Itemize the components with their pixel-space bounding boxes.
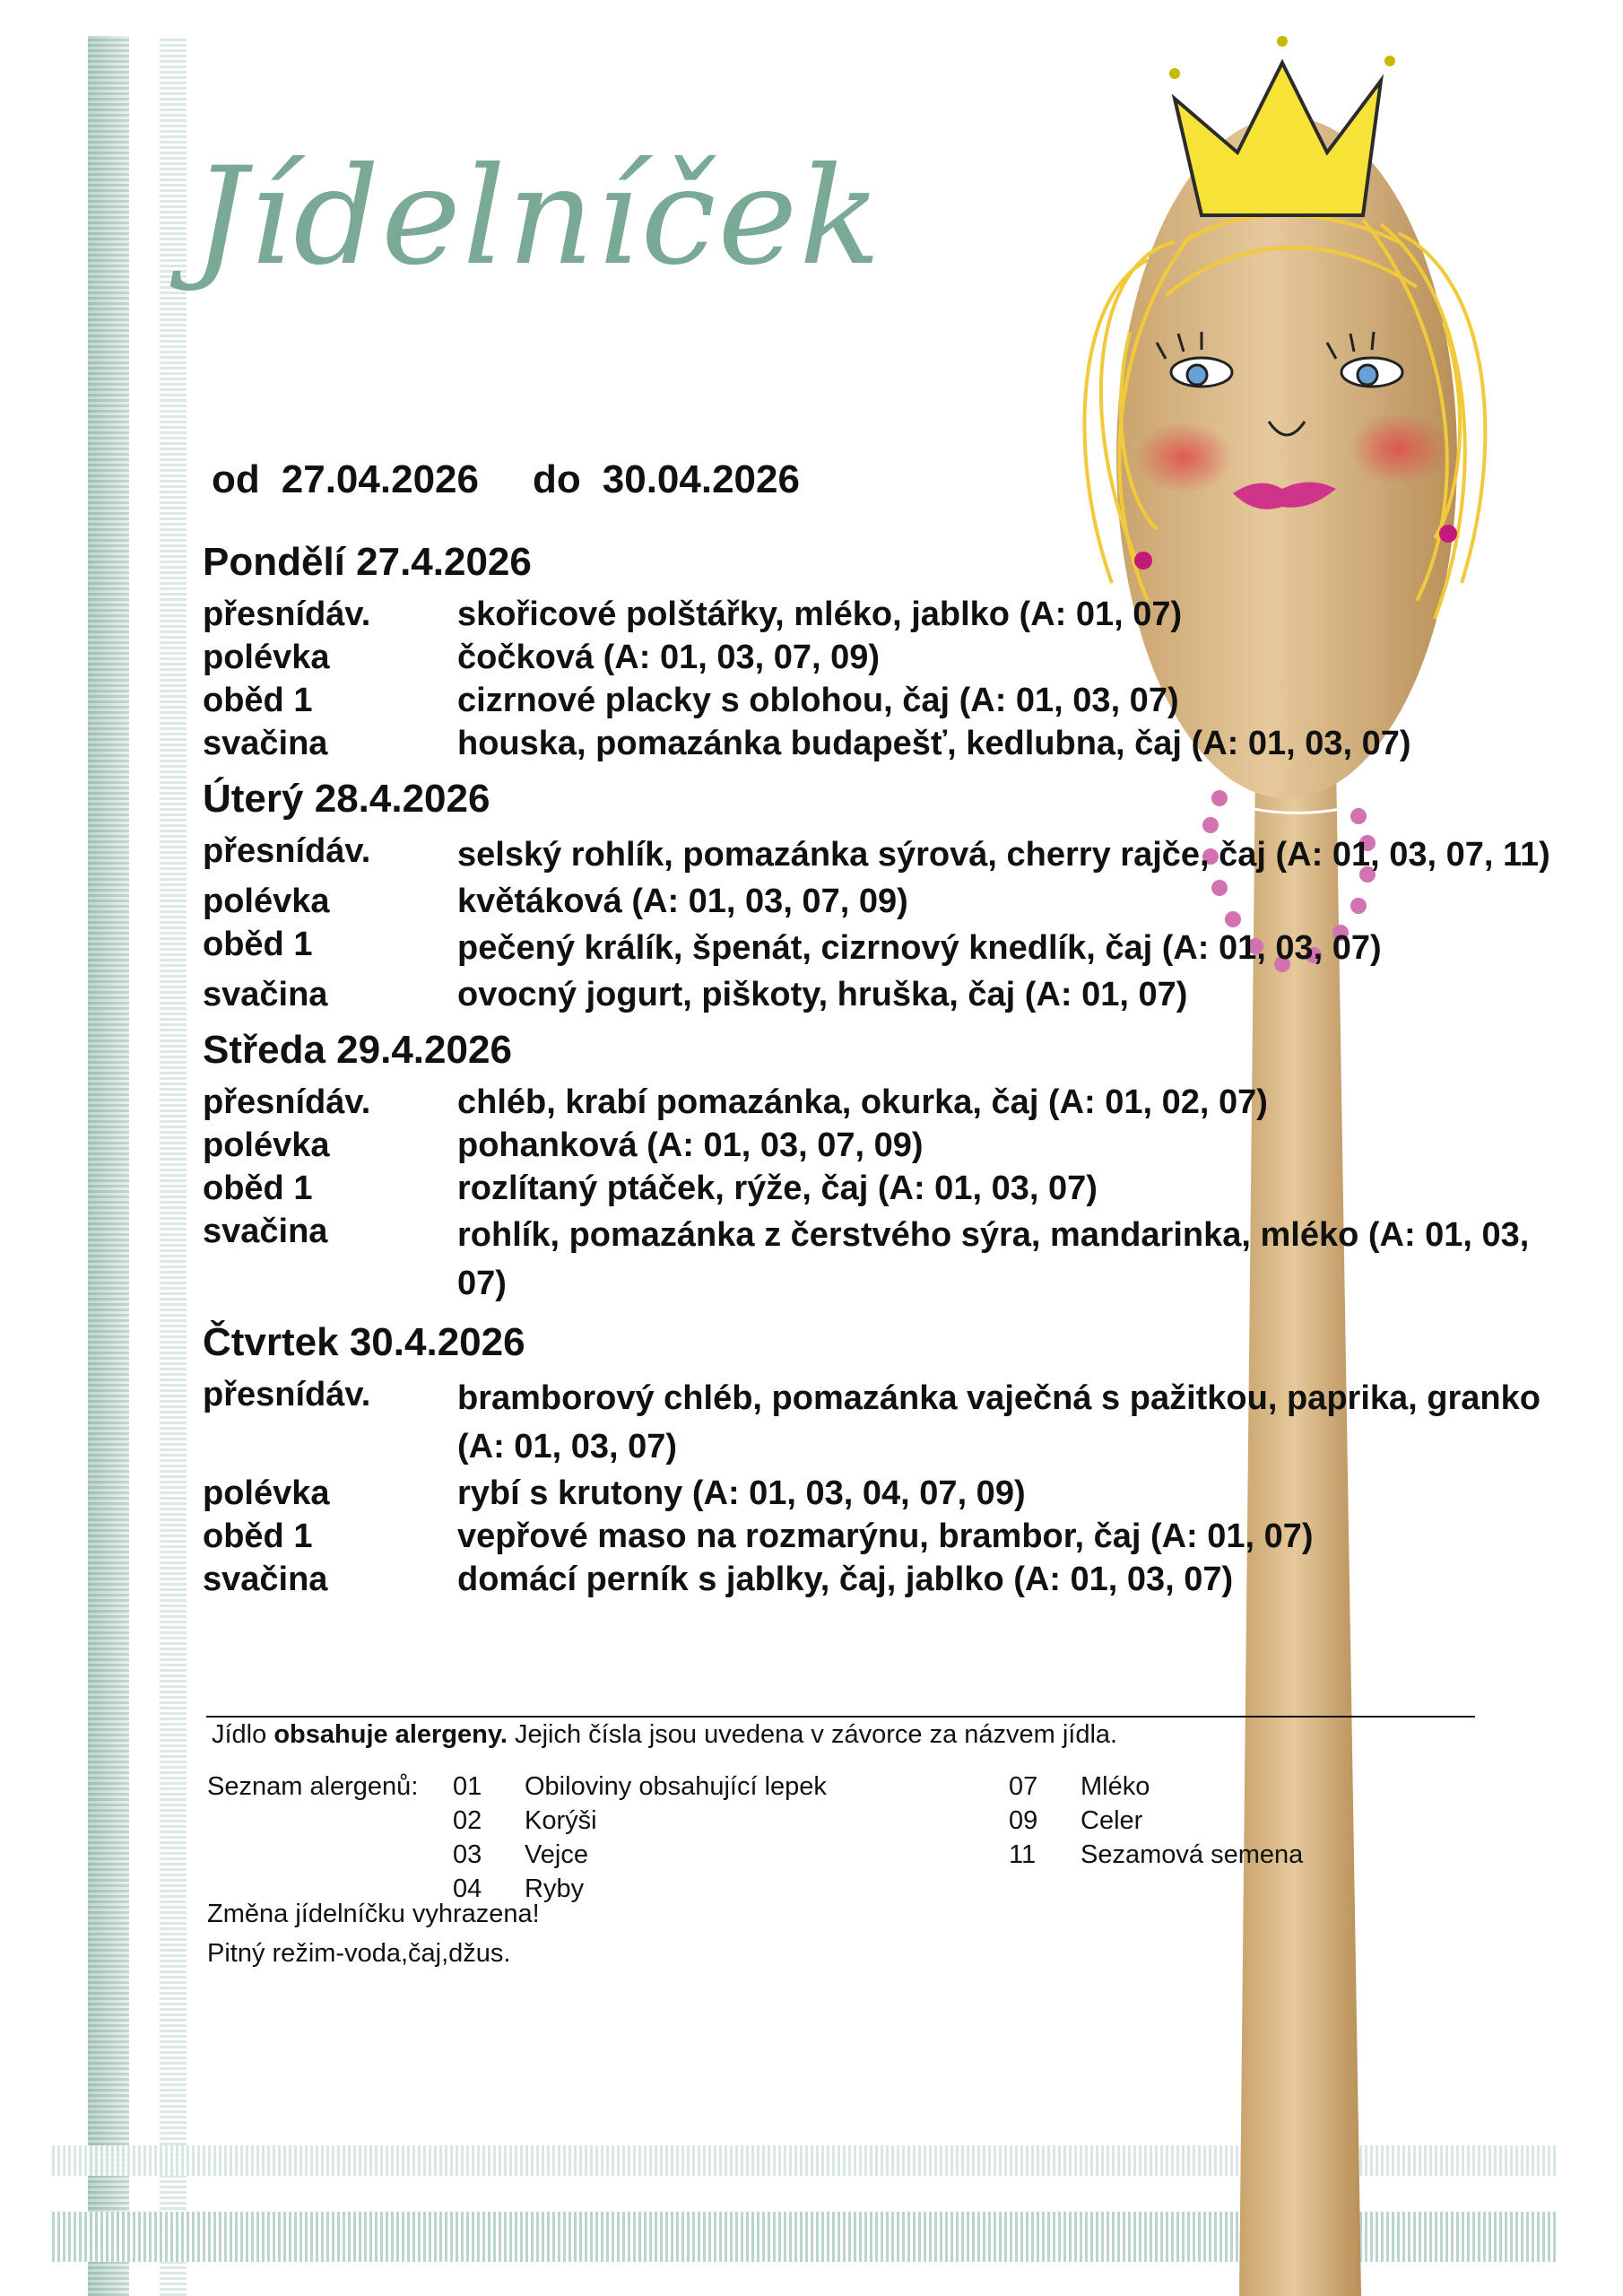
meal-text: rozlítaný ptáček, rýže, čaj (A: 01, 03, 07): [457, 1170, 1098, 1207]
weekly-menu: [203, 538, 1566, 1611]
meal-label: svačina: [203, 1561, 328, 1598]
allergen-name: Obiloviny obsahující lepek: [525, 1772, 827, 1801]
allergen-column: [453, 1770, 1081, 1906]
allergen-code: 07: [1009, 1772, 1038, 1801]
menu-row-lunch: [203, 1516, 1566, 1559]
menu-row-afternoon: [203, 974, 1566, 1017]
date-from-label: od: [212, 457, 260, 501]
meal-label: svačina: [203, 1213, 328, 1250]
meal-label: přesnídáv.: [203, 1083, 371, 1121]
meal-text: domácí perník s jablky, čaj, jablko (A: 01, 03, 07): [457, 1561, 1234, 1598]
fabric-stripe-vertical: [88, 36, 129, 2296]
allergen-code: 02: [453, 1806, 482, 1835]
allergen-column: [1009, 1770, 1457, 1872]
allergen-name: Ryby: [525, 1874, 585, 1903]
meal-label: polévka: [203, 883, 330, 920]
allergen-item: [453, 1804, 1081, 1838]
meal-text: bramborový chléb, pomazánka vaječná s pažitkou, paprika, granko (A: 01, 03, 07): [457, 1379, 1541, 1465]
meal-label: polévka: [203, 639, 330, 676]
blush-right: [1350, 413, 1448, 484]
day-title: Čtvrtek 30.4.2026: [203, 1320, 525, 1364]
meal-text: pohanková (A: 01, 03, 07, 09): [457, 1126, 924, 1164]
date-range: [212, 457, 821, 502]
menu-row-lunch: [203, 924, 1566, 974]
meal-label: přesnídáv.: [203, 1376, 371, 1413]
meal-text: vepřové maso na rozmarýnu, brambor, čaj (A: 01, 07): [457, 1518, 1314, 1555]
allergen-item: [453, 1770, 1081, 1804]
menu-row-lunch: [203, 1168, 1566, 1211]
meal-text: cizrnové placky s oblohou, čaj (A: 01, 03, 07): [457, 682, 1179, 719]
allergen-item: [1009, 1770, 1457, 1804]
meal-text: květáková (A: 01, 03, 07, 09): [457, 883, 908, 920]
meal-text: pečený králík, špenát, cizrnový knedlík, čaj (A: 01, 03, 07): [457, 929, 1382, 967]
day-title: Středa 29.4.2026: [203, 1028, 512, 1072]
date-to-label: do: [532, 457, 581, 501]
allergen-name: Korýši: [525, 1806, 597, 1835]
footer-change-notice: Změna jídelníčku vyhrazena!: [207, 1900, 540, 1928]
allergen-name: Sezamová semena: [1081, 1840, 1304, 1869]
day-wednesday: [203, 1026, 1566, 1309]
meal-text: houska, pomazánka budapešť, kedlubna, čaj (A: 01, 03, 07): [457, 725, 1411, 762]
menu-row-soup: [203, 637, 1566, 680]
menu-row-afternoon: [203, 1211, 1566, 1309]
meal-label: oběd 1: [203, 682, 313, 719]
menu-row-soup: [203, 1473, 1566, 1516]
allergen-note-prefix: Jídlo: [212, 1720, 267, 1749]
blush-left: [1134, 422, 1233, 493]
meal-label: polévka: [203, 1474, 330, 1512]
allergen-code: 03: [453, 1840, 482, 1869]
meal-label: svačina: [203, 976, 328, 1013]
meal-label: oběd 1: [203, 926, 313, 963]
meal-label: oběd 1: [203, 1518, 313, 1555]
day-title: Úterý 28.4.2026: [203, 777, 490, 821]
allergen-code: 04: [453, 1874, 482, 1903]
footer-notes: [207, 1894, 540, 1973]
footer-drinks: Pitný režim-voda,čaj,džus.: [207, 1939, 511, 1968]
allergen-name: Celer: [1081, 1806, 1143, 1835]
meal-text: selský rohlík, pomazánka sýrová, cherry rajče, čaj (A: 01, 03, 07, 11): [457, 836, 1550, 874]
menu-row-soup: [203, 1125, 1566, 1168]
day-monday: [203, 538, 1566, 766]
menu-row-snack: [203, 594, 1566, 637]
day-thursday: [203, 1318, 1566, 1602]
allergen-code: 11: [1009, 1840, 1037, 1869]
allergen-code: 09: [1009, 1806, 1038, 1835]
day-tuesday: [203, 775, 1566, 1017]
menu-row-snack: [203, 1082, 1566, 1125]
allergen-note-suffix: Jejich čísla jsou uvedena v závorce za názvem jídla.: [514, 1720, 1118, 1749]
meal-label: přesnídáv.: [203, 596, 371, 633]
crown-icon: [1175, 63, 1381, 215]
menu-row-afternoon: [203, 1559, 1566, 1602]
allergen-list-label: Seznam alergenů:: [207, 1772, 419, 1801]
allergen-item: [453, 1872, 1081, 1906]
meal-text: rohlík, pomazánka z čerstvého sýra, mandarinka, mléko (A: 01, 03, 07): [457, 1216, 1530, 1302]
menu-row-lunch: [203, 680, 1566, 723]
menu-row-soup: [203, 881, 1566, 924]
allergen-item: [1009, 1804, 1457, 1838]
allergen-item: [453, 1838, 1081, 1872]
allergen-item: [1009, 1838, 1457, 1872]
meal-label: polévka: [203, 1126, 330, 1164]
menu-row-snack: [203, 1374, 1566, 1473]
allergen-code: 01: [453, 1772, 482, 1801]
day-title: Pondělí 27.4.2026: [203, 540, 532, 584]
date-to: 30.04.2026: [602, 457, 800, 501]
fabric-stripe-vertical-thin: [160, 36, 187, 2296]
meal-text: rybí s krutony (A: 01, 03, 04, 07, 09): [457, 1474, 1026, 1512]
allergen-note: [212, 1720, 1117, 1750]
meal-text: ovocný jogurt, piškoty, hruška, čaj (A: 01, 07): [457, 976, 1188, 1013]
page-title: Jídelníček: [193, 139, 883, 295]
meal-label: přesnídáv.: [203, 832, 371, 870]
menu-row-snack: [203, 831, 1566, 881]
allergen-note-bold: obsahuje alergeny.: [273, 1720, 508, 1749]
meal-label: oběd 1: [203, 1170, 313, 1207]
meal-label: svačina: [203, 725, 328, 762]
menu-row-afternoon: [203, 723, 1566, 766]
meal-text: čočková (A: 01, 03, 07, 09): [457, 639, 881, 676]
date-from: 27.04.2026: [281, 457, 479, 501]
allergen-name: Mléko: [1081, 1772, 1150, 1801]
allergen-name: Vejce: [525, 1840, 588, 1869]
meal-text: chléb, krabí pomazánka, okurka, čaj (A: 01, 02, 07): [457, 1083, 1268, 1121]
meal-text: skořicové polštářky, mléko, jablko (A: 01, 07): [457, 596, 1183, 633]
divider: [206, 1716, 1475, 1718]
